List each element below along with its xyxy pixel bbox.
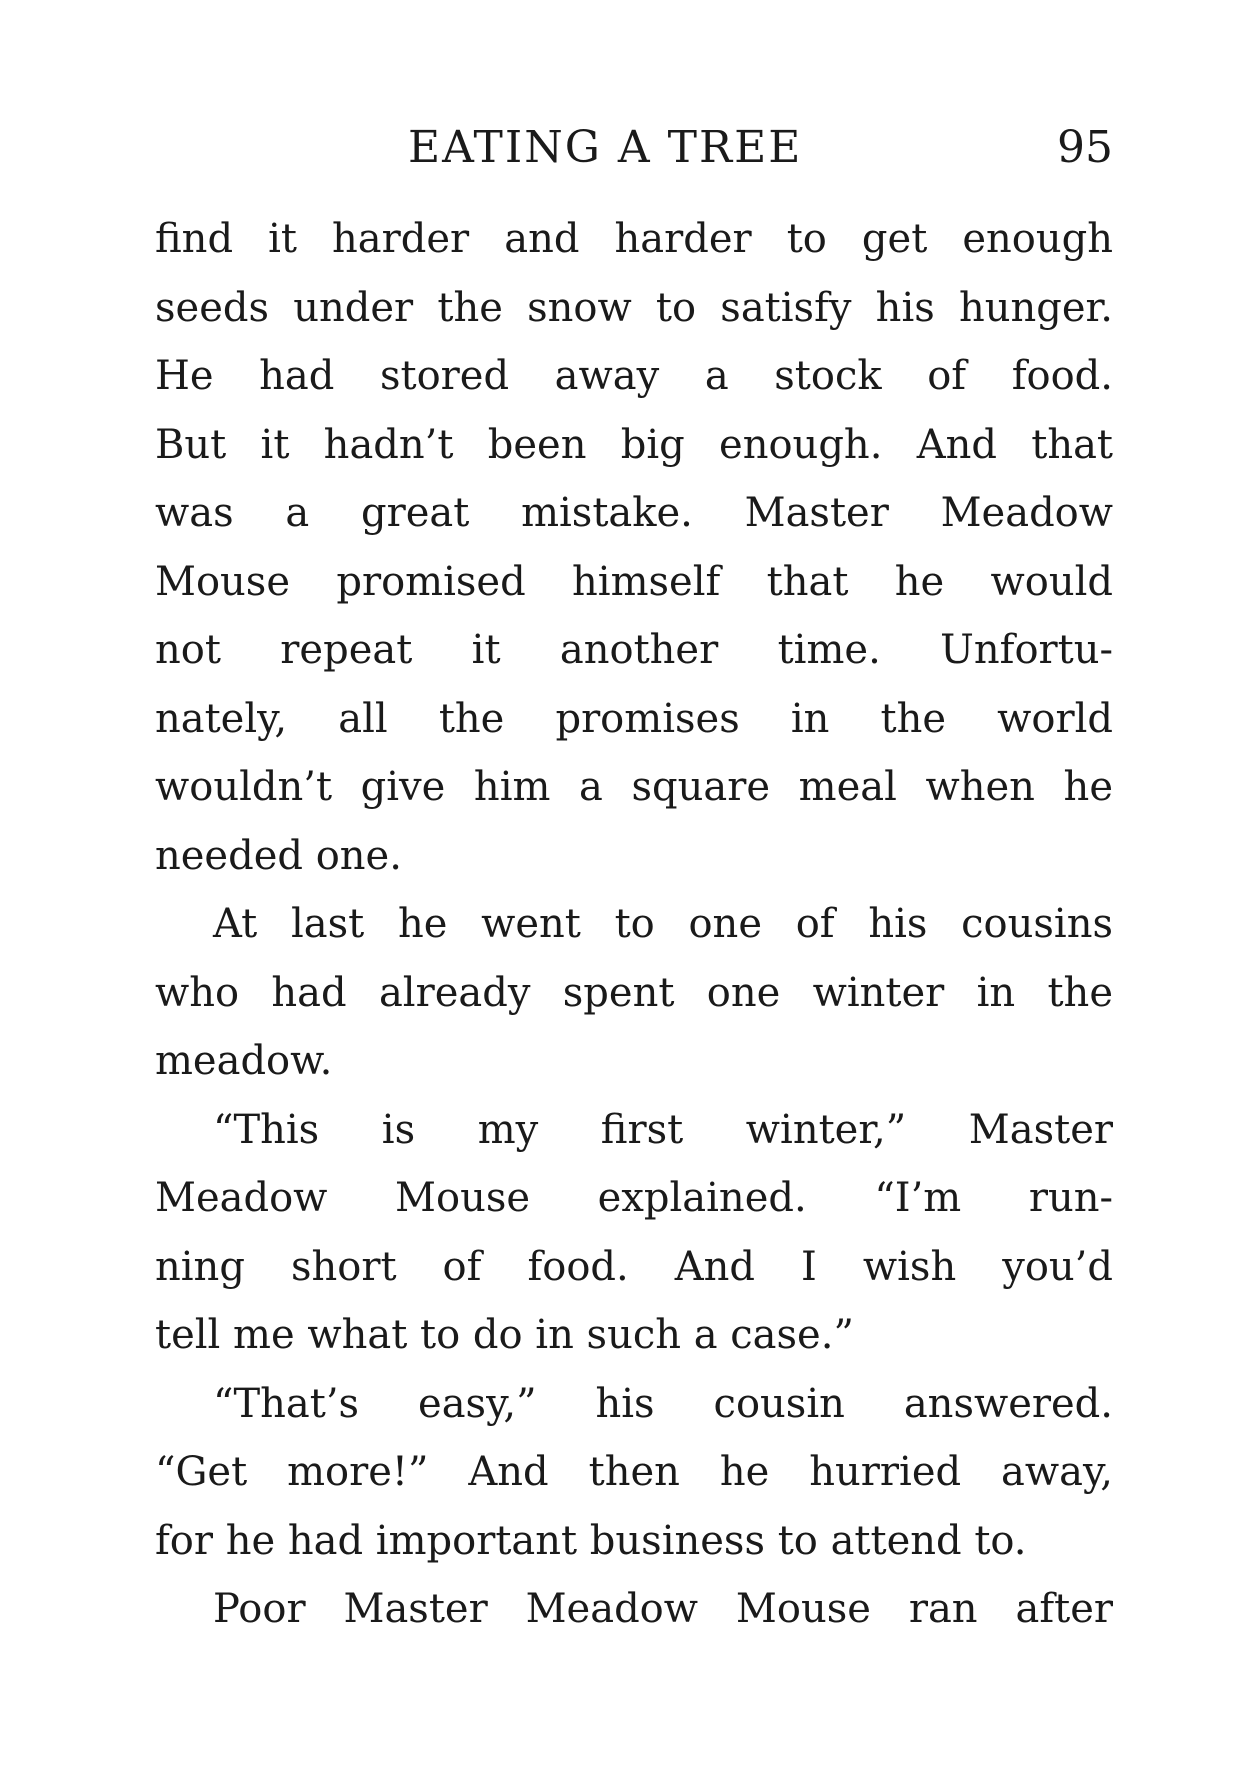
text-line: tell me what to do in such a case.”	[155, 1312, 854, 1358]
text-line: “That’s easy,” his cousin answered.	[213, 1380, 1113, 1427]
text-line: “Get more!” And then he hurried away,	[155, 1449, 1113, 1495]
text-line: find it harder and harder to get enough	[155, 216, 1113, 262]
text-line: Mouse promised himself that he would	[155, 558, 1113, 605]
text-line: He had stored away a stock of food.	[155, 353, 1113, 399]
text-line: “This is my first winter,” Master	[213, 1106, 1113, 1153]
text-line: ning short of food. And I wish you’d	[155, 1243, 1113, 1290]
text-line: But it hadn’t been big enough. And that	[155, 421, 1113, 468]
text-line: Meadow Mouse explained. “I’m run-	[155, 1175, 1113, 1221]
running-head: EATING A TREE	[408, 122, 803, 173]
text-line: for he had important business to attend to.	[155, 1517, 1027, 1564]
page-header	[155, 118, 1113, 178]
text-line: Poor Master Meadow Mouse ran after	[213, 1586, 1113, 1632]
text-line: was a great mistake. Master Meadow	[155, 490, 1113, 536]
text-line: who had already spent one winter in the	[155, 969, 1113, 1016]
page-number: 95	[1057, 122, 1113, 173]
text-line: wouldn’t give him a square meal when he	[155, 764, 1113, 810]
text-line: seeds under the snow to satisfy his hunger.	[155, 284, 1113, 331]
text-line: At last he went to one of his cousins	[213, 901, 1113, 947]
text-line: needed one.	[155, 832, 402, 879]
text-line: meadow.	[155, 1038, 333, 1084]
text-line: not repeat it another time. Unfortu-	[155, 627, 1113, 673]
text-line: nately, all the promises in the world	[155, 695, 1113, 742]
body-text	[155, 205, 1113, 1644]
